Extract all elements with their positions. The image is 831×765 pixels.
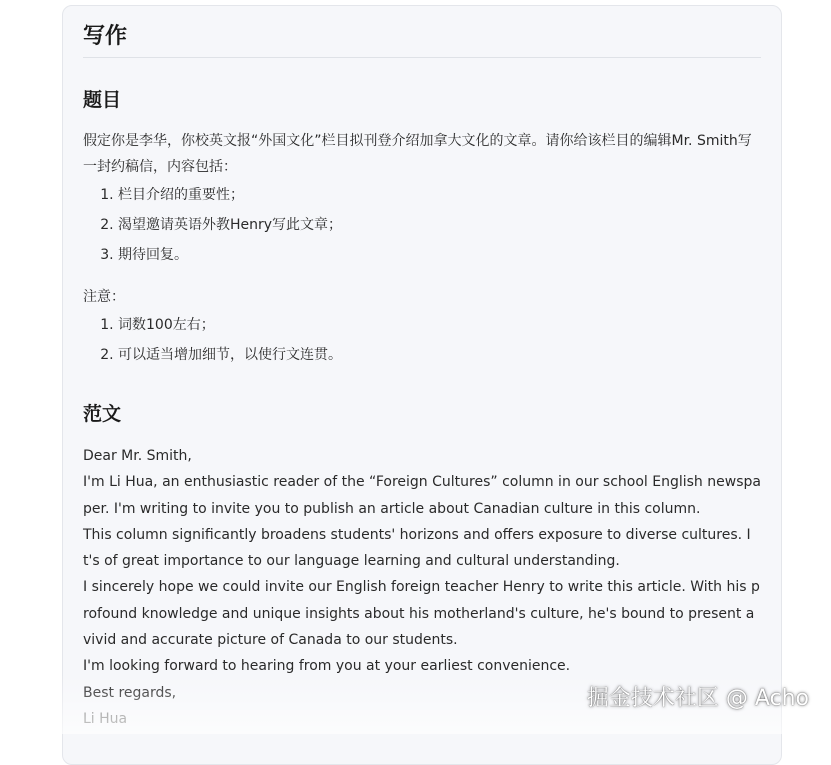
letter-paragraph: I sincerely hope we could invite our English foreign teacher Henry to write this article. With his profound knowledge and unique insights about his motherland's culture, he's bound to present a vivid and accurate picture of Canada to our students. bbox=[83, 574, 761, 653]
note-item: 2. 可以适当增加细节，以使行文连贯。 bbox=[118, 340, 761, 370]
notes-list bbox=[83, 310, 761, 370]
question-prompt: 假定你是李华，你校英文报“外国文化”栏目拟刊登介绍加拿大文化的文章。请你给该栏目的编辑Mr. Smith写一封约稿信，内容包括： bbox=[83, 128, 761, 180]
note-item: 1. 词数100左右； bbox=[118, 310, 761, 340]
letter-closing: Best regards, bbox=[83, 680, 761, 706]
question-point: 3. 期待回复。 bbox=[118, 240, 761, 270]
question-points-list bbox=[83, 180, 761, 270]
letter-signature: Li Hua bbox=[83, 706, 761, 732]
letter-paragraph: I'm looking forward to hearing from you at your earliest convenience. bbox=[83, 653, 761, 679]
question-point: 2. 渴望邀请英语外教Henry写此文章； bbox=[118, 210, 761, 240]
letter-paragraph: This column significantly broadens students' horizons and offers exposure to diverse cultures. It's of great importance to our language learning and cultural understanding. bbox=[83, 522, 761, 575]
question-point: 1. 栏目介绍的重要性； bbox=[118, 180, 761, 210]
sample-heading: 范文 bbox=[83, 400, 761, 428]
letter-greeting: Dear Mr. Smith, bbox=[83, 443, 761, 469]
title-divider bbox=[83, 57, 761, 58]
letter-paragraph: I'm Li Hua, an enthusiastic reader of the “Foreign Cultures” column in our school English newspaper. I'm writing to invite you to publish an article about Canadian culture in this column. bbox=[83, 469, 761, 522]
page-title: 写作 bbox=[83, 6, 761, 53]
notes-label: 注意： bbox=[83, 284, 761, 310]
site-watermark: 掘金技术社区 @ Acho bbox=[587, 681, 809, 712]
content-card bbox=[62, 5, 782, 765]
question-heading: 题目 bbox=[83, 86, 761, 114]
